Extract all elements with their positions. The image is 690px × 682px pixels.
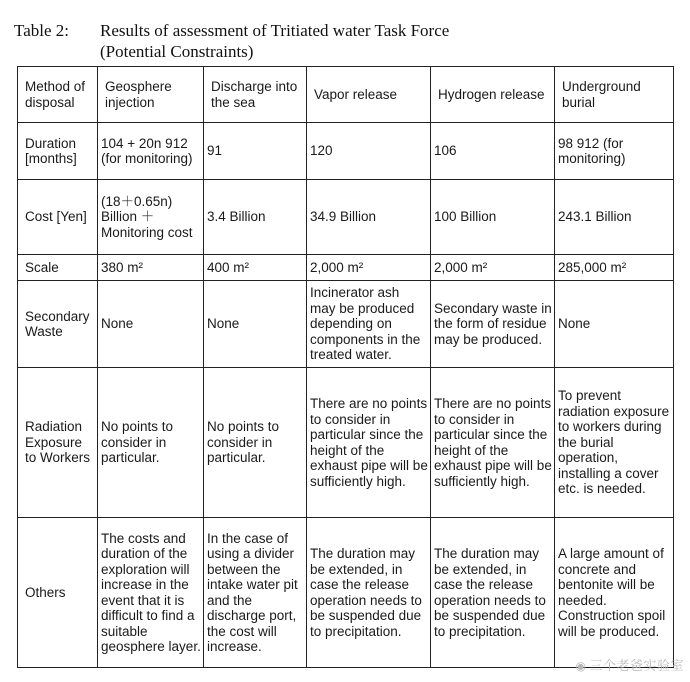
table-cell: 2,000 m² xyxy=(431,255,555,281)
table-cell: 2,000 m² xyxy=(307,255,431,281)
header-cell: Geosphere injection xyxy=(98,67,204,123)
table-number: Table 2: xyxy=(14,21,69,40)
table-cell: Incinerator ash may be produced depending on components in the treated water. xyxy=(307,281,431,368)
table-cell: 98 912 (for monitoring) xyxy=(555,123,674,180)
weibo-icon: ◉ xyxy=(575,659,587,673)
table-cell: 285,000 m² xyxy=(555,255,674,281)
row-label: Duration [months] xyxy=(18,123,98,180)
table-cell: 91 xyxy=(204,123,307,180)
header-cell: Hydrogen release xyxy=(431,67,555,123)
watermark xyxy=(576,655,685,674)
table-cell: No points to consider in particular. xyxy=(204,368,307,518)
row-label: Secondary Waste xyxy=(18,281,98,368)
header-row xyxy=(18,67,674,123)
table-cell: None xyxy=(98,281,204,368)
table-cell: 104 + 20n 912 (for monitoring) xyxy=(98,123,204,180)
table-cell: The duration may be extended, in case the release operation needs to be suspended due to precipitation. xyxy=(431,518,555,668)
table-cell: No points to consider in particular. xyxy=(98,368,204,518)
row-label: Cost [Yen] xyxy=(18,180,98,255)
table-cell: 100 Billion xyxy=(431,180,555,255)
table-cell: There are no points to consider in particular since the height of the exhaust pipe will be sufficiently high. xyxy=(307,368,431,518)
table-row xyxy=(18,255,674,281)
table-cell: The duration may be extended, in case the release operation needs to be suspended due to precipitation. xyxy=(307,518,431,668)
table-cell: A large amount of concrete and bentonite will be needed. Construction spoil will be produced. xyxy=(555,518,674,668)
table-cell: 400 m² xyxy=(204,255,307,281)
row-label: Scale xyxy=(18,255,98,281)
table-cell: 106 xyxy=(431,123,555,180)
table-cell: There are no points to consider in particular since the height of the exhaust pipe will be sufficiently high. xyxy=(431,368,555,518)
table-cell: 120 xyxy=(307,123,431,180)
caption-line-1 xyxy=(14,20,674,41)
table-cell: 243.1 Billion xyxy=(555,180,674,255)
watermark-text: 三个老爸实验室 xyxy=(589,659,684,674)
assessment-table xyxy=(17,66,674,668)
header-cell: Discharge into the sea xyxy=(204,67,307,123)
table-cell: 3.4 Billion xyxy=(204,180,307,255)
table-cell: (18＋0.65n) Billion ＋ Monitoring cost xyxy=(98,180,204,255)
table-cell: None xyxy=(555,281,674,368)
table-row xyxy=(18,518,674,668)
header-cell: Vapor release xyxy=(307,67,431,123)
table-cell: 380 m² xyxy=(98,255,204,281)
table-cell: None xyxy=(204,281,307,368)
table-row xyxy=(18,123,674,180)
table-cell: To prevent radiation exposure to workers during the burial operation, installing a cover etc. is needed. xyxy=(555,368,674,518)
table-cell: 34.9 Billion xyxy=(307,180,431,255)
table-row xyxy=(18,180,674,255)
table-caption xyxy=(14,20,674,62)
header-cell: Underground burial xyxy=(555,67,674,123)
table-cell: Secondary waste in the form of residue may be produced. xyxy=(431,281,555,368)
table-row xyxy=(18,281,674,368)
table-cell: In the case of using a divider between the intake water pit and the discharge port, the cost will increase. xyxy=(204,518,307,668)
table-subtitle: (Potential Constraints) xyxy=(100,42,254,61)
table-row xyxy=(18,368,674,518)
row-label: Others xyxy=(18,518,98,668)
row-label: Radiation Exposure to Workers xyxy=(18,368,98,518)
table-cell: The costs and duration of the exploration will increase in the event that it is difficult to find a suitable geosphere layer. xyxy=(98,518,204,668)
table-title: Results of assessment of Tritiated water Task Force xyxy=(100,21,450,40)
header-cell: Method of disposal xyxy=(18,67,98,123)
